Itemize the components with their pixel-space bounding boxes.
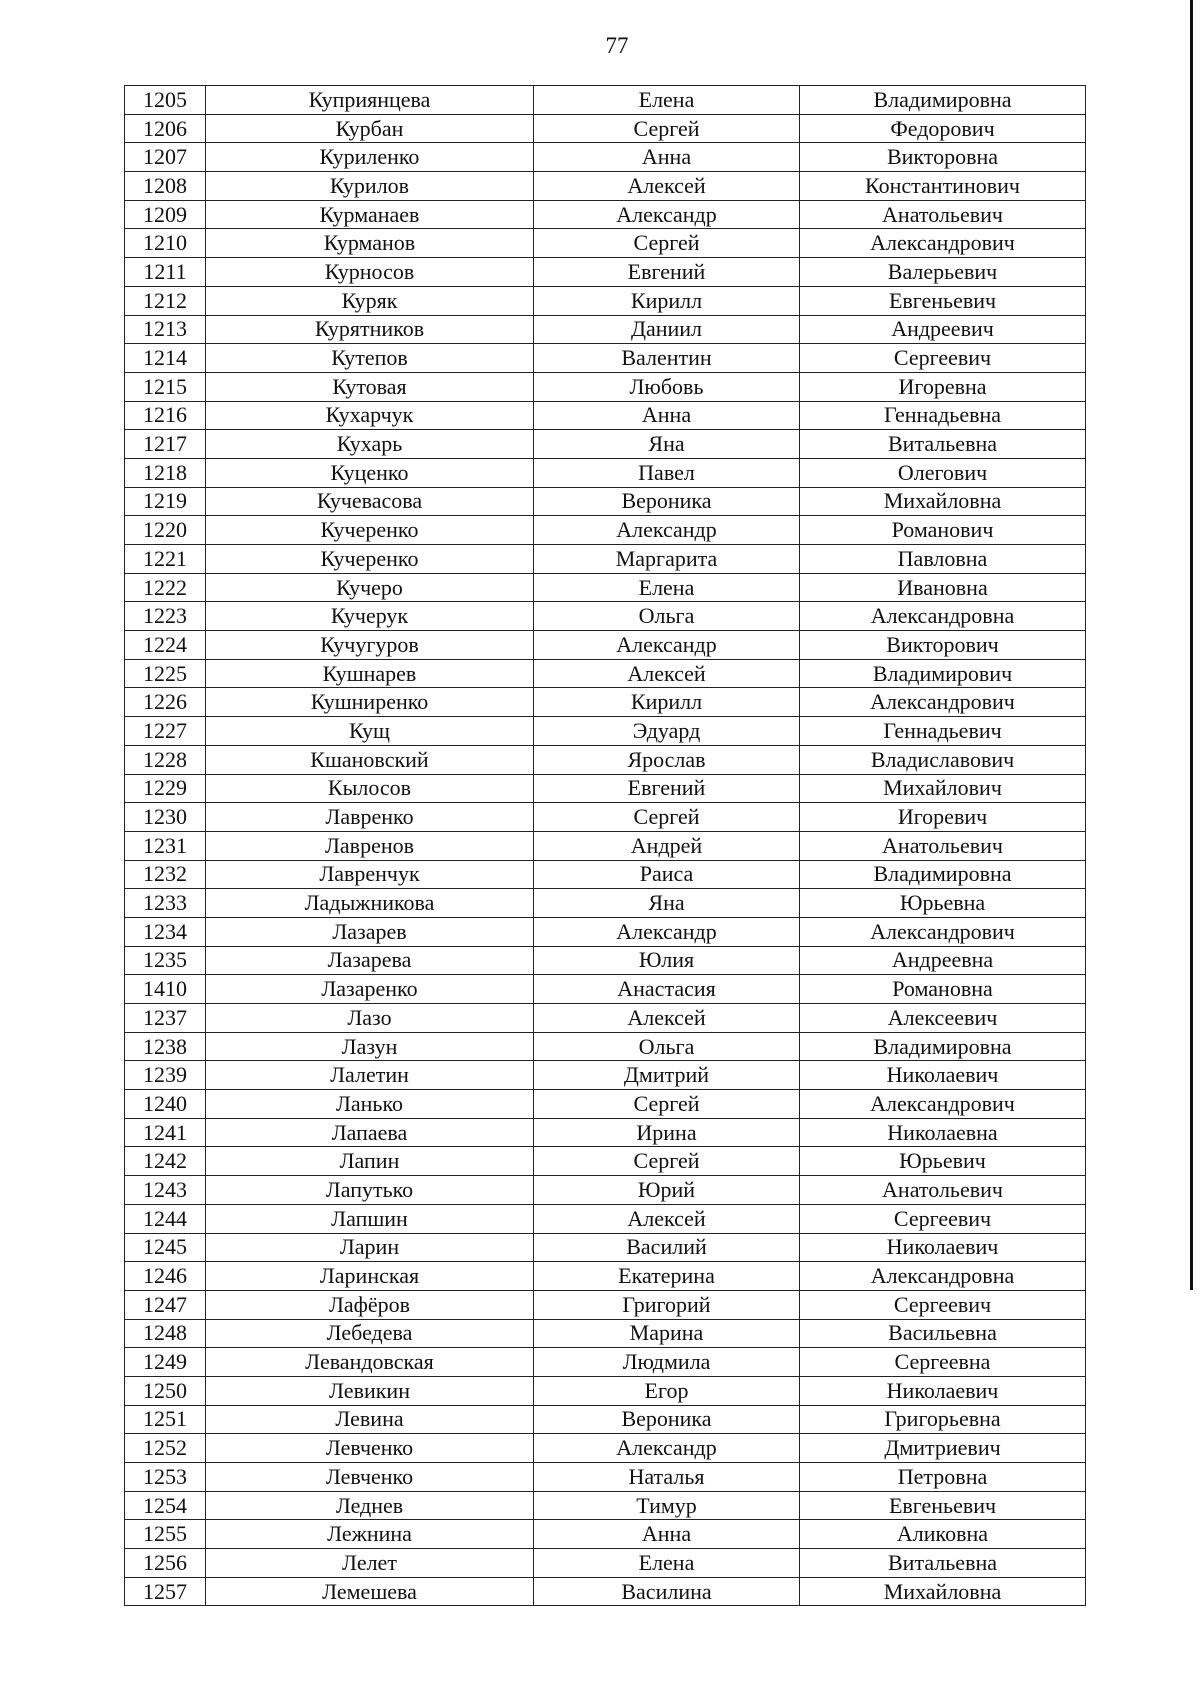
row-number-cell: 1229 — [125, 774, 206, 803]
last-name-cell: Кухарчук — [206, 401, 534, 430]
first-name-cell: Алексей — [534, 1004, 800, 1033]
row-number-cell: 1240 — [125, 1090, 206, 1119]
table-row — [125, 487, 1086, 516]
first-name-cell: Юлия — [534, 946, 800, 975]
last-name-cell: Леднев — [206, 1491, 534, 1520]
patronymic-cell: Сергеевич — [800, 344, 1086, 373]
table-row — [125, 1405, 1086, 1434]
table-row — [125, 831, 1086, 860]
row-number-cell: 1215 — [125, 372, 206, 401]
row-number-cell: 1247 — [125, 1290, 206, 1319]
first-name-cell: Евгений — [534, 258, 800, 287]
row-number-cell: 1235 — [125, 946, 206, 975]
row-number-cell: 1256 — [125, 1549, 206, 1578]
last-name-cell: Лемешева — [206, 1577, 534, 1606]
patronymic-cell: Геннадьевич — [800, 717, 1086, 746]
row-number-cell: 1243 — [125, 1176, 206, 1205]
first-name-cell: Сергей — [534, 229, 800, 258]
table-row — [125, 1147, 1086, 1176]
patronymic-cell: Алексеевич — [800, 1004, 1086, 1033]
table-row — [125, 401, 1086, 430]
first-name-cell: Елена — [534, 86, 800, 115]
patronymic-cell: Федорович — [800, 114, 1086, 143]
last-name-cell: Кучеренко — [206, 516, 534, 545]
last-name-cell: Ларинская — [206, 1262, 534, 1291]
patronymic-cell: Николаевна — [800, 1118, 1086, 1147]
row-number-cell: 1245 — [125, 1233, 206, 1262]
row-number-cell: 1210 — [125, 229, 206, 258]
table-row — [125, 315, 1086, 344]
first-name-cell: Наталья — [534, 1463, 800, 1492]
roster-table — [124, 85, 1086, 1606]
last-name-cell: Лазарева — [206, 946, 534, 975]
last-name-cell: Лелет — [206, 1549, 534, 1578]
row-number-cell: 1257 — [125, 1577, 206, 1606]
last-name-cell: Ларин — [206, 1233, 534, 1262]
table-row — [125, 946, 1086, 975]
patronymic-cell: Викторовна — [800, 143, 1086, 172]
row-number-cell: 1251 — [125, 1405, 206, 1434]
last-name-cell: Куряк — [206, 286, 534, 315]
table-row — [125, 688, 1086, 717]
row-number-cell: 1218 — [125, 458, 206, 487]
table-row — [125, 1118, 1086, 1147]
first-name-cell: Раиса — [534, 860, 800, 889]
patronymic-cell: Владимировна — [800, 860, 1086, 889]
table-row — [125, 344, 1086, 373]
first-name-cell: Яна — [534, 430, 800, 459]
table-row — [125, 975, 1086, 1004]
first-name-cell: Сергей — [534, 1090, 800, 1119]
table-row — [125, 1176, 1086, 1205]
last-name-cell: Кучеренко — [206, 545, 534, 574]
row-number-cell: 1246 — [125, 1262, 206, 1291]
table-row — [125, 372, 1086, 401]
table-row — [125, 1577, 1086, 1606]
first-name-cell: Ольга — [534, 1032, 800, 1061]
row-number-cell: 1254 — [125, 1491, 206, 1520]
table-row — [125, 1348, 1086, 1377]
first-name-cell: Анна — [534, 1520, 800, 1549]
first-name-cell: Александр — [534, 516, 800, 545]
table-row — [125, 229, 1086, 258]
last-name-cell: Кылосов — [206, 774, 534, 803]
table-row — [125, 1549, 1086, 1578]
table-row — [125, 172, 1086, 201]
last-name-cell: Кущ — [206, 717, 534, 746]
patronymic-cell: Анатольевич — [800, 200, 1086, 229]
last-name-cell: Кутовая — [206, 372, 534, 401]
last-name-cell: Куриленко — [206, 143, 534, 172]
last-name-cell: Лазо — [206, 1004, 534, 1033]
table-row — [125, 1434, 1086, 1463]
first-name-cell: Алексей — [534, 172, 800, 201]
table-row — [125, 1090, 1086, 1119]
last-name-cell: Лазарев — [206, 917, 534, 946]
last-name-cell: Кушнарев — [206, 659, 534, 688]
last-name-cell: Ланько — [206, 1090, 534, 1119]
patronymic-cell: Аликовна — [800, 1520, 1086, 1549]
row-number-cell: 1209 — [125, 200, 206, 229]
patronymic-cell: Михайловна — [800, 487, 1086, 516]
patronymic-cell: Владимировна — [800, 86, 1086, 115]
first-name-cell: Марина — [534, 1319, 800, 1348]
last-name-cell: Кучерук — [206, 602, 534, 631]
table-row — [125, 143, 1086, 172]
patronymic-cell: Андреевич — [800, 315, 1086, 344]
patronymic-cell: Александрович — [800, 1090, 1086, 1119]
patronymic-cell: Владимировна — [800, 1032, 1086, 1061]
patronymic-cell: Евгеньевич — [800, 1491, 1086, 1520]
row-number-cell: 1205 — [125, 86, 206, 115]
last-name-cell: Лебедева — [206, 1319, 534, 1348]
last-name-cell: Кутепов — [206, 344, 534, 373]
table-row — [125, 1319, 1086, 1348]
last-name-cell: Курятников — [206, 315, 534, 344]
row-number-cell: 1226 — [125, 688, 206, 717]
patronymic-cell: Витальевна — [800, 430, 1086, 459]
first-name-cell: Александр — [534, 1434, 800, 1463]
patronymic-cell: Анатольевич — [800, 1176, 1086, 1205]
row-number-cell: 1232 — [125, 860, 206, 889]
table-row — [125, 1204, 1086, 1233]
patronymic-cell: Викторович — [800, 631, 1086, 660]
row-number-cell: 1221 — [125, 545, 206, 574]
patronymic-cell: Витальевна — [800, 1549, 1086, 1578]
first-name-cell: Любовь — [534, 372, 800, 401]
last-name-cell: Лапин — [206, 1147, 534, 1176]
last-name-cell: Курбан — [206, 114, 534, 143]
last-name-cell: Кшановский — [206, 745, 534, 774]
row-number-cell: 1225 — [125, 659, 206, 688]
patronymic-cell: Валерьевич — [800, 258, 1086, 287]
first-name-cell: Кирилл — [534, 688, 800, 717]
first-name-cell: Даниил — [534, 315, 800, 344]
table-row — [125, 1032, 1086, 1061]
table-row — [125, 516, 1086, 545]
first-name-cell: Сергей — [534, 1147, 800, 1176]
first-name-cell: Александр — [534, 631, 800, 660]
patronymic-cell: Константинович — [800, 172, 1086, 201]
row-number-cell: 1249 — [125, 1348, 206, 1377]
row-number-cell: 1244 — [125, 1204, 206, 1233]
patronymic-cell: Юрьевич — [800, 1147, 1086, 1176]
first-name-cell: Яна — [534, 889, 800, 918]
first-name-cell: Ярослав — [534, 745, 800, 774]
table-row — [125, 114, 1086, 143]
table-row — [125, 745, 1086, 774]
first-name-cell: Елена — [534, 1549, 800, 1578]
row-number-cell: 1219 — [125, 487, 206, 516]
row-number-cell: 1206 — [125, 114, 206, 143]
last-name-cell: Левченко — [206, 1434, 534, 1463]
first-name-cell: Александр — [534, 917, 800, 946]
last-name-cell: Лапшин — [206, 1204, 534, 1233]
patronymic-cell: Александровна — [800, 1262, 1086, 1291]
patronymic-cell: Евгеньевич — [800, 286, 1086, 315]
first-name-cell: Эдуард — [534, 717, 800, 746]
row-number-cell: 1250 — [125, 1376, 206, 1405]
table-row — [125, 1491, 1086, 1520]
row-number-cell: 1220 — [125, 516, 206, 545]
first-name-cell: Екатерина — [534, 1262, 800, 1291]
table-row — [125, 917, 1086, 946]
table-row — [125, 659, 1086, 688]
patronymic-cell: Александрович — [800, 688, 1086, 717]
first-name-cell: Евгений — [534, 774, 800, 803]
last-name-cell: Лазаренко — [206, 975, 534, 1004]
row-number-cell: 1222 — [125, 573, 206, 602]
first-name-cell: Вероника — [534, 1405, 800, 1434]
row-number-cell: 1242 — [125, 1147, 206, 1176]
last-name-cell: Лавренов — [206, 831, 534, 860]
table-row — [125, 430, 1086, 459]
first-name-cell: Василина — [534, 1577, 800, 1606]
patronymic-cell: Николаевич — [800, 1233, 1086, 1262]
last-name-cell: Куценко — [206, 458, 534, 487]
first-name-cell: Алексей — [534, 659, 800, 688]
table-row — [125, 1004, 1086, 1033]
first-name-cell: Ольга — [534, 602, 800, 631]
last-name-cell: Лапаева — [206, 1118, 534, 1147]
first-name-cell: Вероника — [534, 487, 800, 516]
row-number-cell: 1228 — [125, 745, 206, 774]
row-number-cell: 1227 — [125, 717, 206, 746]
first-name-cell: Григорий — [534, 1290, 800, 1319]
row-number-cell: 1248 — [125, 1319, 206, 1348]
table-row — [125, 803, 1086, 832]
table-row — [125, 774, 1086, 803]
first-name-cell: Маргарита — [534, 545, 800, 574]
table-row — [125, 1376, 1086, 1405]
row-number-cell: 1212 — [125, 286, 206, 315]
first-name-cell: Тимур — [534, 1491, 800, 1520]
row-number-cell: 1253 — [125, 1463, 206, 1492]
table-row — [125, 889, 1086, 918]
patronymic-cell: Романович — [800, 516, 1086, 545]
patronymic-cell: Михайлович — [800, 774, 1086, 803]
patronymic-cell: Ивановна — [800, 573, 1086, 602]
first-name-cell: Людмила — [534, 1348, 800, 1377]
last-name-cell: Лафёров — [206, 1290, 534, 1319]
last-name-cell: Куприянцева — [206, 86, 534, 115]
last-name-cell: Левикин — [206, 1376, 534, 1405]
last-name-cell: Курносов — [206, 258, 534, 287]
last-name-cell: Лавренко — [206, 803, 534, 832]
patronymic-cell: Владиславович — [800, 745, 1086, 774]
row-number-cell: 1252 — [125, 1434, 206, 1463]
patronymic-cell: Олегович — [800, 458, 1086, 487]
page-number: 77 — [605, 33, 629, 58]
last-name-cell: Лежнина — [206, 1520, 534, 1549]
first-name-cell: Павел — [534, 458, 800, 487]
last-name-cell: Лалетин — [206, 1061, 534, 1090]
last-name-cell: Левченко — [206, 1463, 534, 1492]
last-name-cell: Левина — [206, 1405, 534, 1434]
first-name-cell: Юрий — [534, 1176, 800, 1205]
last-name-cell: Кухарь — [206, 430, 534, 459]
patronymic-cell: Геннадьевна — [800, 401, 1086, 430]
table-row — [125, 286, 1086, 315]
patronymic-cell: Александровна — [800, 602, 1086, 631]
table-row — [125, 458, 1086, 487]
first-name-cell: Андрей — [534, 831, 800, 860]
patronymic-cell: Николаевич — [800, 1376, 1086, 1405]
last-name-cell: Курманов — [206, 229, 534, 258]
first-name-cell: Ирина — [534, 1118, 800, 1147]
last-name-cell: Кушниренко — [206, 688, 534, 717]
patronymic-cell: Александрович — [800, 917, 1086, 946]
table-row — [125, 631, 1086, 660]
table-row — [125, 1233, 1086, 1262]
row-number-cell: 1233 — [125, 889, 206, 918]
first-name-cell: Александр — [534, 200, 800, 229]
first-name-cell: Кирилл — [534, 286, 800, 315]
row-number-cell: 1217 — [125, 430, 206, 459]
row-number-cell: 1224 — [125, 631, 206, 660]
row-number-cell: 1216 — [125, 401, 206, 430]
row-number-cell: 1211 — [125, 258, 206, 287]
first-name-cell: Сергей — [534, 803, 800, 832]
patronymic-cell: Игоревна — [800, 372, 1086, 401]
row-number-cell: 1410 — [125, 975, 206, 1004]
row-number-cell: 1213 — [125, 315, 206, 344]
roster-table-body — [125, 86, 1086, 1606]
patronymic-cell: Александрович — [800, 229, 1086, 258]
patronymic-cell: Петровна — [800, 1463, 1086, 1492]
patronymic-cell: Игоревич — [800, 803, 1086, 832]
patronymic-cell: Павловна — [800, 545, 1086, 574]
patronymic-cell: Николаевич — [800, 1061, 1086, 1090]
last-name-cell: Лазун — [206, 1032, 534, 1061]
patronymic-cell: Романовна — [800, 975, 1086, 1004]
table-row — [125, 1262, 1086, 1291]
last-name-cell: Лавренчук — [206, 860, 534, 889]
patronymic-cell: Юрьевна — [800, 889, 1086, 918]
table-row — [125, 717, 1086, 746]
row-number-cell: 1223 — [125, 602, 206, 631]
first-name-cell: Егор — [534, 1376, 800, 1405]
first-name-cell: Анна — [534, 401, 800, 430]
last-name-cell: Курилов — [206, 172, 534, 201]
first-name-cell: Сергей — [534, 114, 800, 143]
table-row — [125, 1520, 1086, 1549]
patronymic-cell: Сергеевич — [800, 1204, 1086, 1233]
table-row — [125, 545, 1086, 574]
first-name-cell: Елена — [534, 573, 800, 602]
row-number-cell: 1255 — [125, 1520, 206, 1549]
last-name-cell: Лапутько — [206, 1176, 534, 1205]
table-row — [125, 258, 1086, 287]
last-name-cell: Левандовская — [206, 1348, 534, 1377]
patronymic-cell: Андреевна — [800, 946, 1086, 975]
first-name-cell: Валентин — [534, 344, 800, 373]
first-name-cell: Дмитрий — [534, 1061, 800, 1090]
first-name-cell: Анастасия — [534, 975, 800, 1004]
first-name-cell: Анна — [534, 143, 800, 172]
table-row — [125, 86, 1086, 115]
patronymic-cell: Васильевна — [800, 1319, 1086, 1348]
patronymic-cell: Михайловна — [800, 1577, 1086, 1606]
row-number-cell: 1238 — [125, 1032, 206, 1061]
table-row — [125, 602, 1086, 631]
scan-edge-line — [1190, 0, 1193, 1290]
last-name-cell: Кучугуров — [206, 631, 534, 660]
table-row — [125, 573, 1086, 602]
row-number-cell: 1230 — [125, 803, 206, 832]
row-number-cell: 1241 — [125, 1118, 206, 1147]
table-row — [125, 1061, 1086, 1090]
first-name-cell: Алексей — [534, 1204, 800, 1233]
row-number-cell: 1214 — [125, 344, 206, 373]
row-number-cell: 1237 — [125, 1004, 206, 1033]
patronymic-cell: Дмитриевич — [800, 1434, 1086, 1463]
last-name-cell: Кучеро — [206, 573, 534, 602]
patronymic-cell: Анатольевич — [800, 831, 1086, 860]
row-number-cell: 1239 — [125, 1061, 206, 1090]
row-number-cell: 1234 — [125, 917, 206, 946]
table-row — [125, 860, 1086, 889]
last-name-cell: Кучевасова — [206, 487, 534, 516]
patronymic-cell: Владимирович — [800, 659, 1086, 688]
row-number-cell: 1231 — [125, 831, 206, 860]
patronymic-cell: Григорьевна — [800, 1405, 1086, 1434]
table-row — [125, 1290, 1086, 1319]
table-row — [125, 1463, 1086, 1492]
row-number-cell: 1208 — [125, 172, 206, 201]
first-name-cell: Василий — [534, 1233, 800, 1262]
row-number-cell: 1207 — [125, 143, 206, 172]
last-name-cell: Курманаев — [206, 200, 534, 229]
last-name-cell: Ладыжникова — [206, 889, 534, 918]
patronymic-cell: Сергеевна — [800, 1348, 1086, 1377]
patronymic-cell: Сергеевич — [800, 1290, 1086, 1319]
table-row — [125, 200, 1086, 229]
